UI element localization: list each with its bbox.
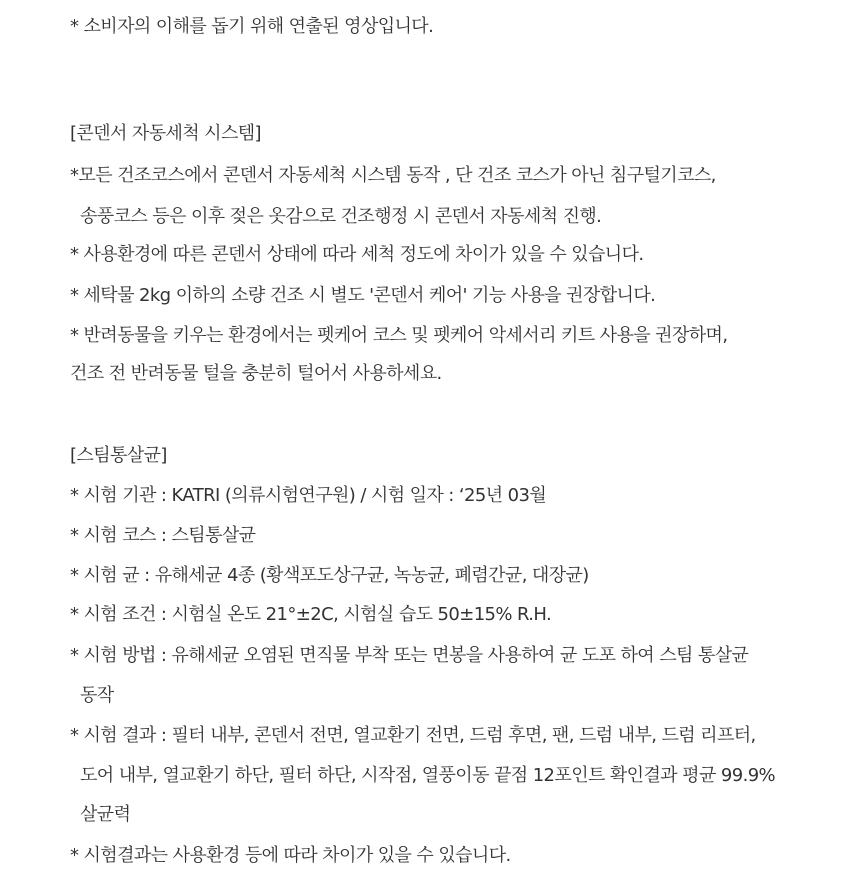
disclaimer-text: * 소비자의 이해를 돕기 위해 연출된 영상입니다.	[70, 16, 434, 37]
steam-heading: [스팀통살균]	[70, 445, 167, 466]
condenser-note-1: *모든 건조코스에서 콘덴서 자동세척 시스템 동작 , 단 건조 코스가 아닌 침구털기코스,	[70, 165, 716, 186]
steam-test-result-cont-2: 살균력	[80, 804, 131, 825]
condenser-heading: [콘덴서 자동세척 시스템]	[70, 123, 261, 144]
steam-test-bacteria: * 시험 균 : 유해세균 4종 (황색포도상구균, 녹농균, 폐렴간균, 대장균)	[70, 565, 589, 586]
steam-test-agency: * 시험 기관 : KATRI (의류시험연구원) / 시험 일자 : ‘25년 03월	[70, 485, 547, 506]
steam-test-result-cont: 도어 내부, 열교환기 하단, 필터 하단, 시작점, 열풍이동 끝점 12포인트 확인결과 평균 99.9%	[80, 765, 776, 786]
condenser-note-4-cont: 건조 전 반려동물 털을 충분히 털어서 사용하세요.	[70, 363, 442, 384]
steam-test-method-cont: 동작	[80, 685, 114, 706]
condenser-note-2: * 사용환경에 따른 콘덴서 상태에 따라 세척 정도에 차이가 있을 수 있습니다.	[70, 244, 644, 265]
steam-test-course: * 시험 코스 : 스팀통살균	[70, 525, 256, 546]
steam-test-result: * 시험 결과 : 필터 내부, 콘덴서 전면, 열교환기 전면, 드럼 후면, 팬, 드럼 내부, 드럼 리프터,	[70, 725, 756, 746]
condenser-note-4: * 반려동물을 키우는 환경에서는 펫케어 코스 및 펫케어 악세서리 키트 사용을 권장하며,	[70, 325, 728, 346]
steam-test-method: * 시험 방법 : 유해세균 오염된 면직물 부착 또는 면봉을 사용하여 균 도포 하여 스팀 통살균	[70, 645, 749, 666]
condenser-note-3: * 세탁물 2kg 이하의 소량 건조 시 별도 '콘덴서 케어' 기능 사용을 권장합니다.	[70, 285, 656, 306]
steam-test-conditions: * 시험 조건 : 시험실 온도 21°±2C, 시험실 습도 50±15% R.H.	[70, 604, 552, 625]
condenser-note-1-cont: 송풍코스 등은 이후 젖은 옷감으로 건조행정 시 콘덴서 자동세척 진행.	[80, 206, 602, 227]
steam-result-disclaimer: * 시험결과는 사용환경 등에 따라 차이가 있을 수 있습니다.	[70, 845, 511, 866]
